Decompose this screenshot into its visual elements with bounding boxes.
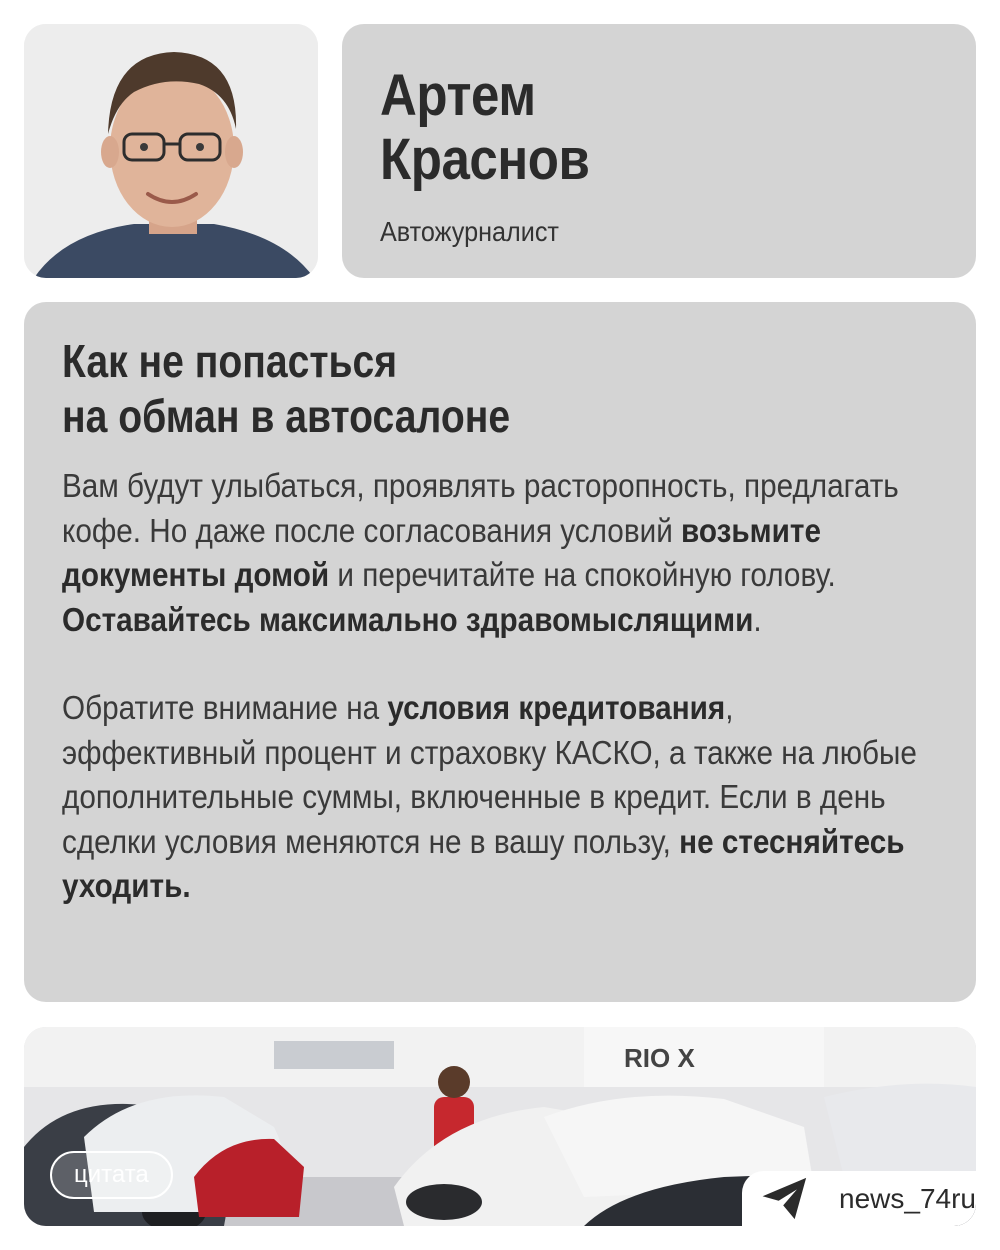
quote-body (62, 464, 926, 909)
text-span: , эффективный процент и страховку КАСКО, а также на любые дополнительные суммы, включенные в кредит. Если в день сделки условия меняются не в вашу пользу, (62, 689, 917, 860)
quote-paragraph-2 (62, 686, 926, 909)
author-name: Артем Краснов (380, 63, 590, 192)
quote-card (24, 302, 976, 1002)
quote-headline: Как не попасться на обман в автосалоне (62, 335, 511, 442)
text-span: Обратите внимание на (62, 689, 388, 726)
text-span: Вам будут улыбаться, проявлять расторопность, предлагать кофе. Но даже после согласования условий (62, 467, 899, 549)
author-photo (24, 24, 318, 278)
quote-tag: цитата (50, 1151, 173, 1199)
showroom-sign-text: RIO X (624, 1043, 695, 1073)
bold-phrase: Оставайтесь максимально здравомыслящими (62, 600, 754, 638)
text-span: и перечитайте на спокойную голову. (329, 556, 836, 593)
showroom-photo (24, 1027, 976, 1226)
channel-name: news_74ru (839, 1182, 976, 1214)
bold-phrase: не стесняйтесь уходить. (62, 822, 905, 904)
bold-phrase: возьмите документы домой (62, 511, 821, 593)
channel-badge[interactable] (742, 1171, 976, 1226)
author-card (342, 24, 976, 278)
telegram-icon (742, 1171, 829, 1226)
author-portrait-image (24, 24, 318, 278)
text-span: . (753, 600, 762, 638)
bold-phrase: условия кредитования (387, 689, 726, 726)
quote-paragraph-1 (62, 464, 926, 642)
author-role: Автожурналист (380, 216, 559, 247)
